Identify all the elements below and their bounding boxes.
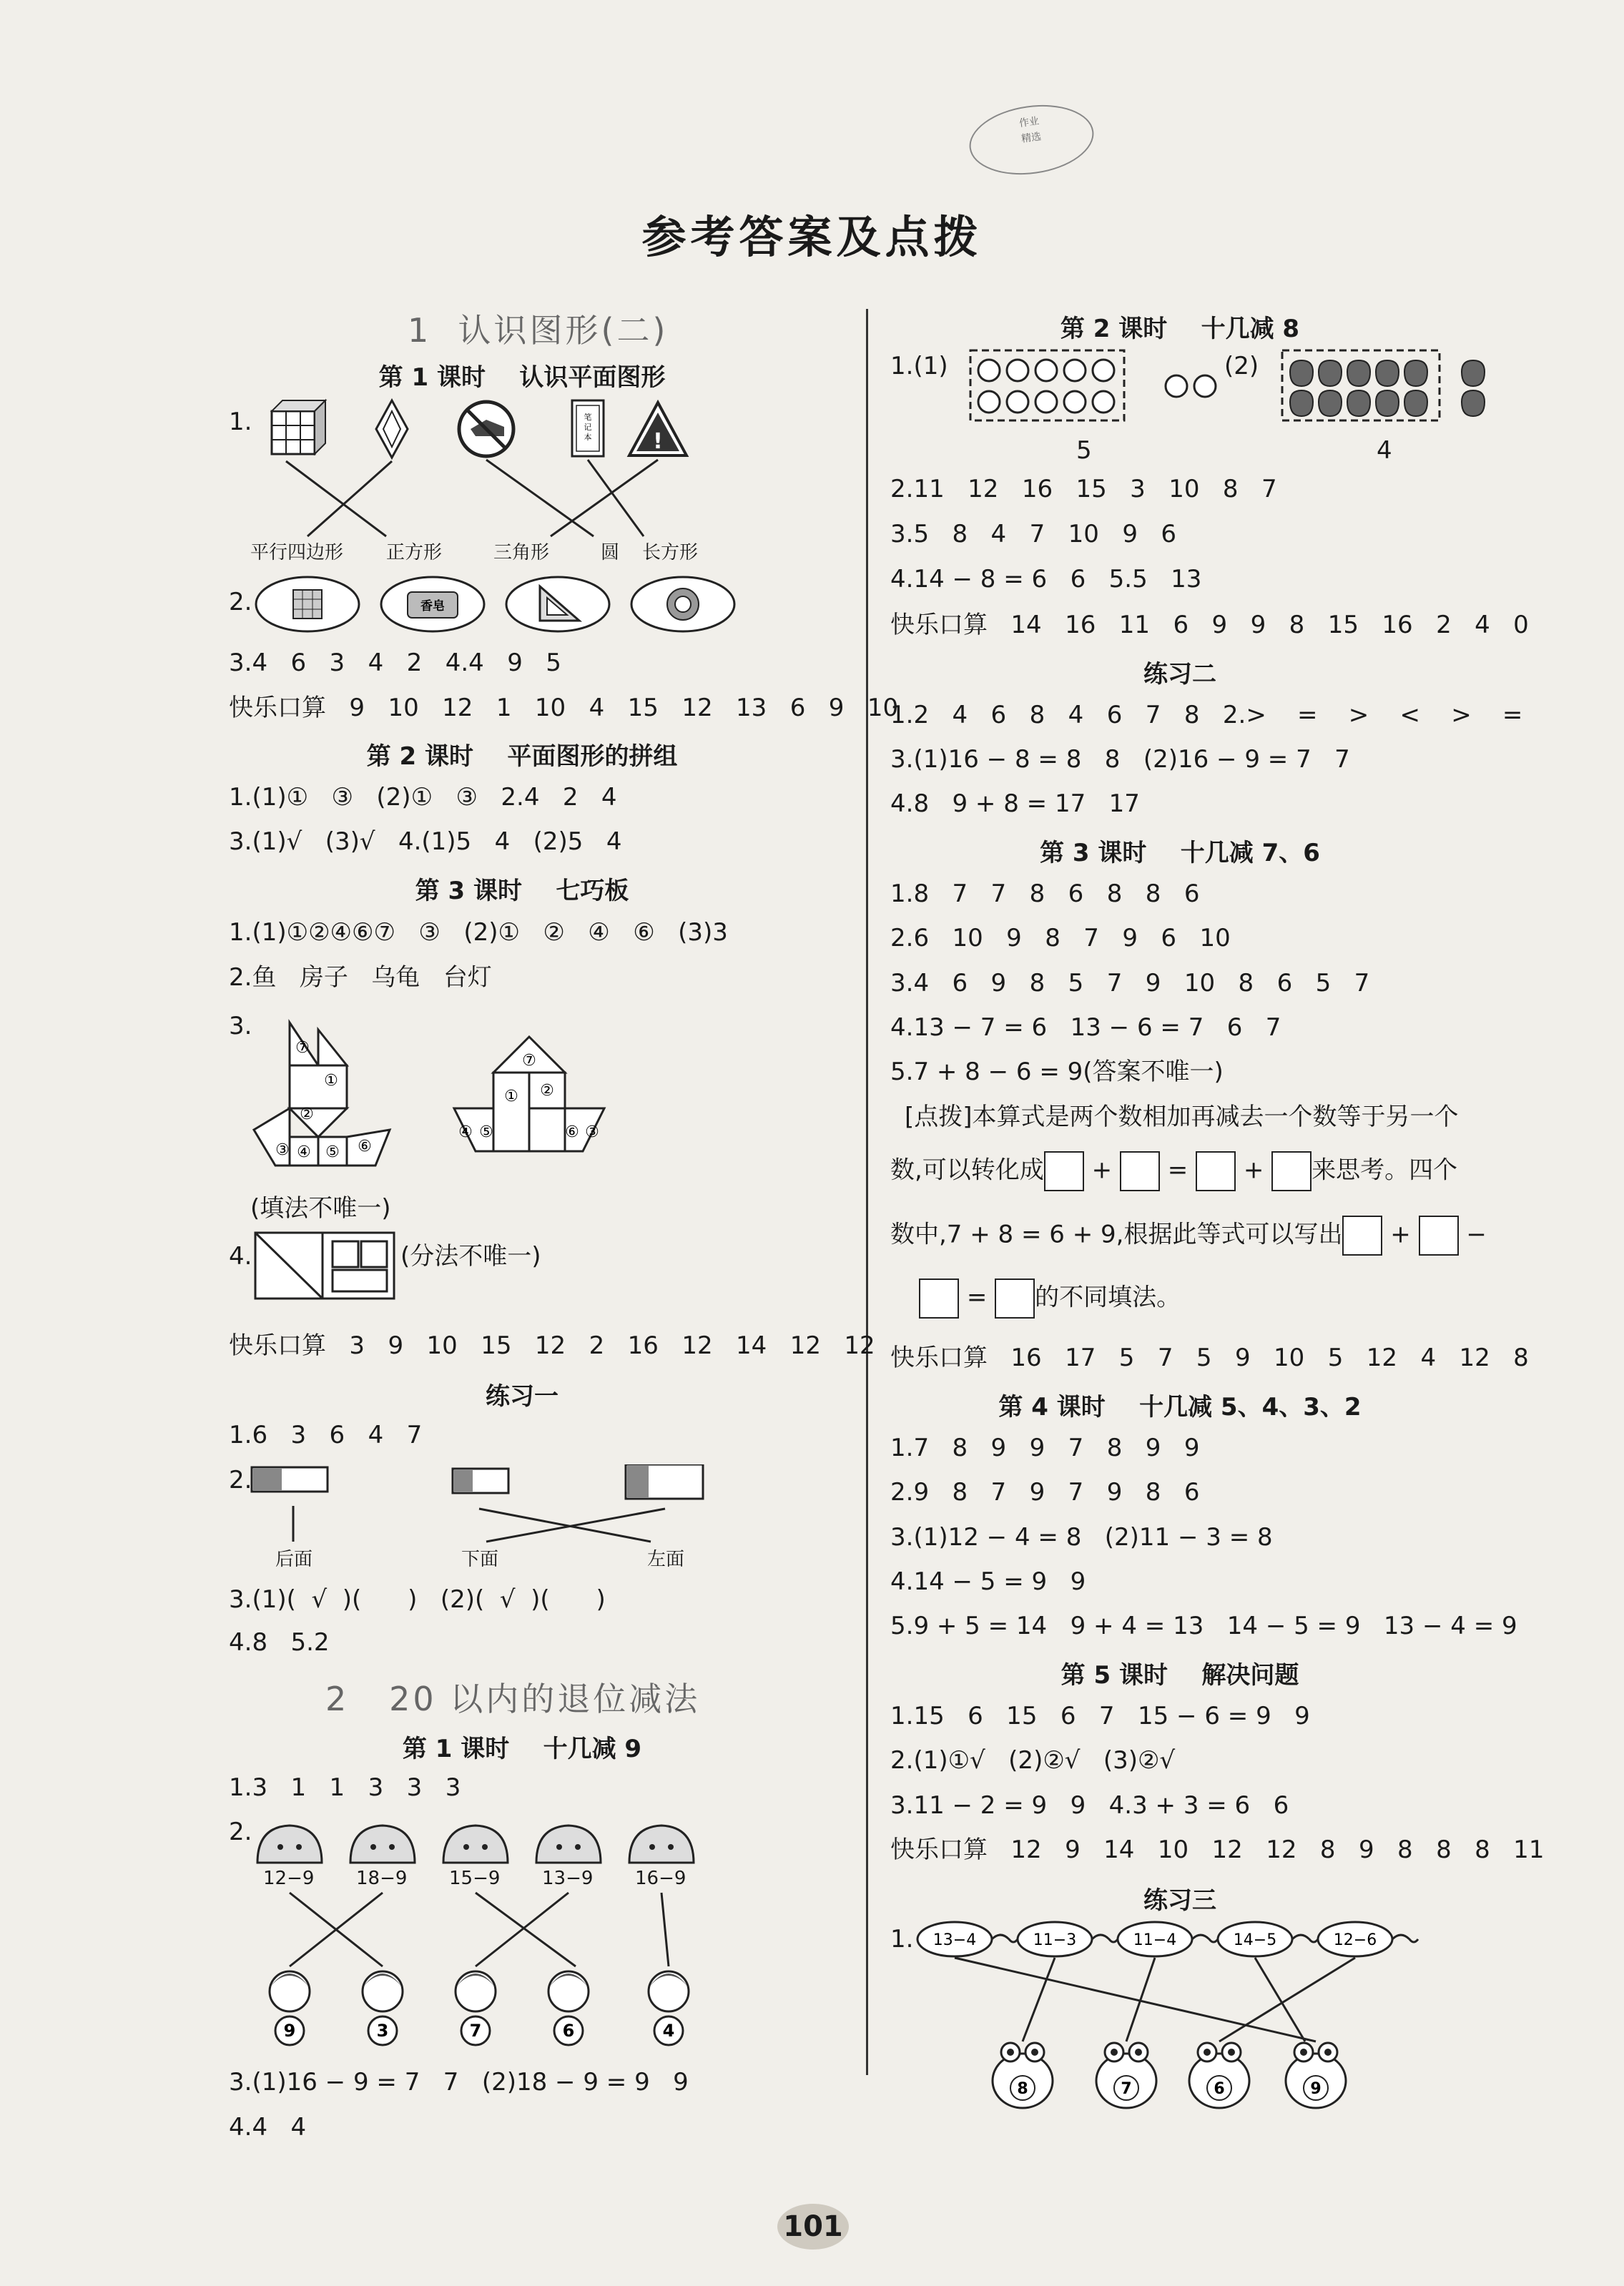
ex3-q1-number: 1. <box>890 1925 914 1954</box>
l24-q5: 5.9 + 5 = 14 9 + 4 = 13 14 − 5 = 9 13 − 4 = 9 <box>890 1612 1517 1640</box>
stamp-seal: 作业 精选 <box>965 97 1098 182</box>
rhombus-icon <box>376 400 408 458</box>
exercise-2-heading: 练习二 <box>1143 660 1216 689</box>
l25-q3: 3.11 − 2 = 9 9 4.3 + 3 = 6 6 <box>890 1791 1289 1820</box>
dianbo-line-2: 数,可以转化成 + = + 来思考。四个 <box>890 1151 1457 1191</box>
ex2-q3: 3.(1)16 − 8 = 8 8 (2)16 − 9 = 7 7 <box>890 745 1350 774</box>
dianbo-line-1: [点拨]本算式是两个数相加再减去一个数等于另一个 <box>905 1103 1459 1131</box>
lesson-3-heading: 第 3 课时 七巧板 <box>415 877 629 905</box>
l2-q1: 1.(1)① ③ (2)① ③ 2.4 2 4 <box>229 783 617 812</box>
r-q1-answer-1: 5 <box>1076 436 1092 465</box>
frog-num-4: 9 <box>1310 2080 1322 2098</box>
lesson-2-1-heading: 第 1 课时 十几减 9 <box>402 1735 642 1763</box>
child-num-3: 7 <box>469 2021 482 2041</box>
exercise-3-heading: 练习三 <box>1143 1886 1216 1915</box>
l25-q2: 2.(1)①√ (2)②√ (3)②√ <box>890 1746 1176 1775</box>
bag-expr-5: 16−9 <box>635 1868 686 1889</box>
svg-text:笔: 笔 <box>584 413 592 422</box>
svg-text:②: ② <box>540 1082 554 1100</box>
lesson-2-4-heading: 第 4 课时 十几减 5、4、3、2 <box>998 1393 1362 1422</box>
lesson-2-2-heading: 第 2 课时 十几减 8 <box>1060 315 1300 343</box>
ex1-q4: 4.8 5.2 <box>229 1628 330 1657</box>
ex2-q1: 1.2 4 6 8 4 6 7 8 2.> = > < > = <box>890 701 1523 729</box>
label-circle: 圆 <box>601 542 620 563</box>
l3-q3-number: 3. <box>229 1012 252 1040</box>
ex1-q2-number: 2. <box>229 1466 252 1494</box>
label-bottom: 下面 <box>461 1549 499 1570</box>
exercise-1-heading: 练习一 <box>486 1382 558 1411</box>
fish-expr-3: 11−4 <box>1133 1931 1177 1949</box>
frog-num-3: 6 <box>1214 2080 1225 2098</box>
svg-text:⑥: ⑥ <box>565 1123 579 1141</box>
page-title: 参考答案及点拨 <box>641 211 983 263</box>
label-parallelogram: 平行四边形 <box>250 542 344 563</box>
r-q1a: 1.(1) <box>890 352 948 380</box>
warning-triangle-icon <box>629 403 686 455</box>
lesson-2-5-heading: 第 5 课时 解决问题 <box>1060 1661 1299 1690</box>
chapter-2-title: 2 20 以内的退位减法 <box>325 1680 701 1718</box>
svg-text:记: 记 <box>584 423 592 432</box>
svg-text:⑦: ⑦ <box>295 1039 310 1057</box>
l24-q3: 3.(1)12 − 4 = 8 (2)11 − 3 = 8 <box>890 1523 1273 1552</box>
ex1-q1: 1.6 3 6 4 7 <box>229 1421 423 1449</box>
dianbo-line-4: = 的不同填法。 <box>919 1279 1181 1319</box>
l1-q3: 3.4 6 3 4 2 4.4 9 5 <box>229 649 561 677</box>
column-divider <box>866 309 868 2075</box>
svg-text:⑦: ⑦ <box>522 1052 536 1070</box>
l3-kuaile-kousuan: 快乐口算 3 9 10 15 12 2 16 12 14 12 12 <box>229 1331 875 1360</box>
l21-q4: 4.4 4 <box>229 2113 307 2142</box>
svg-text:⑤: ⑤ <box>479 1123 493 1141</box>
l3-q1: 1.(1)①②④⑥⑦ ③ (2)① ② ④ ⑥ (3)3 <box>229 918 728 947</box>
l24-q2: 2.9 8 7 9 7 9 8 6 <box>890 1478 1200 1507</box>
label-triangle: 三角形 <box>493 542 550 563</box>
circled-objects-figure <box>254 572 769 636</box>
label-back: 后面 <box>275 1549 313 1570</box>
fish-frog-matching-figure <box>912 1916 1427 2113</box>
lesson-2-heading: 第 2 课时 平面图形的拼组 <box>366 742 678 771</box>
fish-expr-2: 11−3 <box>1033 1931 1077 1949</box>
lesson-2-3-heading: 第 3 课时 十几减 7、6 <box>1040 839 1320 867</box>
tangram-figures <box>247 1008 697 1173</box>
svg-text:②: ② <box>300 1105 314 1123</box>
bag-expr-3: 15−9 <box>449 1868 501 1889</box>
r-q3: 3.5 8 4 7 10 9 6 <box>890 520 1177 548</box>
l25-q1: 1.15 6 15 6 7 15 − 6 = 9 9 <box>890 1702 1310 1730</box>
l1-kuaile-kousuan: 快乐口算 9 10 12 1 10 4 15 12 13 6 9 10 <box>229 694 899 722</box>
dianbo-line-3: 数中,7 + 8 = 6 + 9,根据此等式可以写出 + − <box>890 1216 1487 1256</box>
svg-text:!: ! <box>653 429 663 454</box>
l3-q2: 2.鱼 房子 乌龟 台灯 <box>229 963 492 992</box>
label-left: 左面 <box>647 1549 685 1570</box>
l21-q3: 3.(1)16 − 9 = 7 7 (2)18 − 9 = 9 9 <box>229 2068 689 2097</box>
bag-expr-4: 13−9 <box>542 1868 594 1889</box>
fish-expr-1: 13−4 <box>932 1931 977 1949</box>
notebook-icon <box>572 400 604 456</box>
l1-q2-number: 2. <box>229 588 252 616</box>
l3-fill-note: (填法不唯一) <box>250 1194 391 1223</box>
child-num-1: 9 <box>283 2021 296 2041</box>
ex2-q4: 4.8 9 + 8 = 17 17 <box>890 789 1140 818</box>
svg-text:⑤: ⑤ <box>325 1143 340 1161</box>
child-num-4: 6 <box>562 2021 575 2041</box>
lesson-1-heading: 第 1 课时 认识平面图形 <box>378 363 666 392</box>
rectangle-division-figure <box>254 1231 397 1301</box>
shape-matching-figure <box>257 397 787 561</box>
l23-q1: 1.8 7 7 8 6 8 8 6 <box>890 880 1200 908</box>
rubiks-cube-icon <box>272 400 325 454</box>
r-q2: 2.11 12 16 15 3 10 8 7 <box>890 475 1277 503</box>
bag-expr-1: 12−9 <box>263 1868 315 1889</box>
label-square: 正方形 <box>386 542 443 563</box>
frog-num-1: 8 <box>1017 2080 1028 2098</box>
svg-text:④: ④ <box>458 1123 473 1141</box>
label-rectangle: 长方形 <box>642 542 699 563</box>
child-num-5: 4 <box>662 2021 675 2041</box>
l23-q2: 2.6 10 9 8 7 9 6 10 <box>890 924 1231 952</box>
svg-text:①: ① <box>324 1072 338 1090</box>
l23-q5: 5.7 + 8 − 6 = 9(答案不唯一) <box>890 1058 1224 1086</box>
l1-q1-number: 1. <box>229 408 252 436</box>
fish-expr-5: 12−6 <box>1333 1931 1377 1949</box>
svg-text:③: ③ <box>275 1141 290 1159</box>
l25-kuaile-kousuan: 快乐口算 12 9 14 10 12 12 8 9 8 8 8 11 <box>890 1836 1545 1864</box>
svg-text:⑥: ⑥ <box>358 1138 372 1156</box>
l23-q3: 3.4 6 9 8 5 7 9 10 8 6 5 7 <box>890 969 1370 997</box>
l24-q1: 1.7 8 9 9 7 8 9 9 <box>890 1434 1200 1462</box>
r-kuaile-kousuan: 快乐口算 14 16 11 6 9 9 8 15 16 2 4 0 <box>890 611 1529 639</box>
svg-text:①: ① <box>504 1088 518 1105</box>
l21-q2-number: 2. <box>229 1818 252 1846</box>
l21-q1: 1.3 1 1 3 3 3 <box>229 1773 461 1802</box>
r-q1-answer-2: 4 <box>1377 436 1392 465</box>
l24-q4: 4.14 − 5 = 9 9 <box>890 1567 1086 1596</box>
l23-kuaile-kousuan: 快乐口算 16 17 5 7 5 9 10 5 12 4 12 8 <box>890 1344 1529 1372</box>
l23-q4: 4.13 − 7 = 6 13 − 6 = 7 6 7 <box>890 1013 1281 1042</box>
backpack-matching-figure <box>250 1813 722 2052</box>
child-num-2: 3 <box>376 2021 389 2041</box>
l3-q4-note: (分法不唯一) <box>400 1242 541 1271</box>
r-q4: 4.14 − 8 = 6 6 5.5 13 <box>890 565 1202 593</box>
view-matching-figure <box>250 1464 722 1557</box>
frog-num-2: 7 <box>1121 2080 1132 2098</box>
svg-text:④: ④ <box>297 1143 311 1161</box>
svg-text:③: ③ <box>585 1123 599 1141</box>
l3-q4-number: 4. <box>229 1242 252 1271</box>
bag-expr-2: 18−9 <box>356 1868 408 1889</box>
chapter-1-title: 1 认识图形(二) <box>408 311 669 350</box>
svg-text:本: 本 <box>584 433 592 442</box>
r-q1b: (2) <box>1224 352 1259 380</box>
prohibition-sign-icon <box>459 402 513 456</box>
svg-text:香皂: 香皂 <box>420 599 445 614</box>
l2-q3: 3.(1)√ (3)√ 4.(1)5 4 (2)5 4 <box>229 827 622 856</box>
fruit-grouping-figure <box>969 349 1498 428</box>
page-number: 101 <box>777 2204 849 2250</box>
ex1-q3: 3.(1)( √ )( ) (2)( √ )( ) <box>229 1585 606 1614</box>
fish-expr-4: 14−5 <box>1233 1931 1277 1949</box>
